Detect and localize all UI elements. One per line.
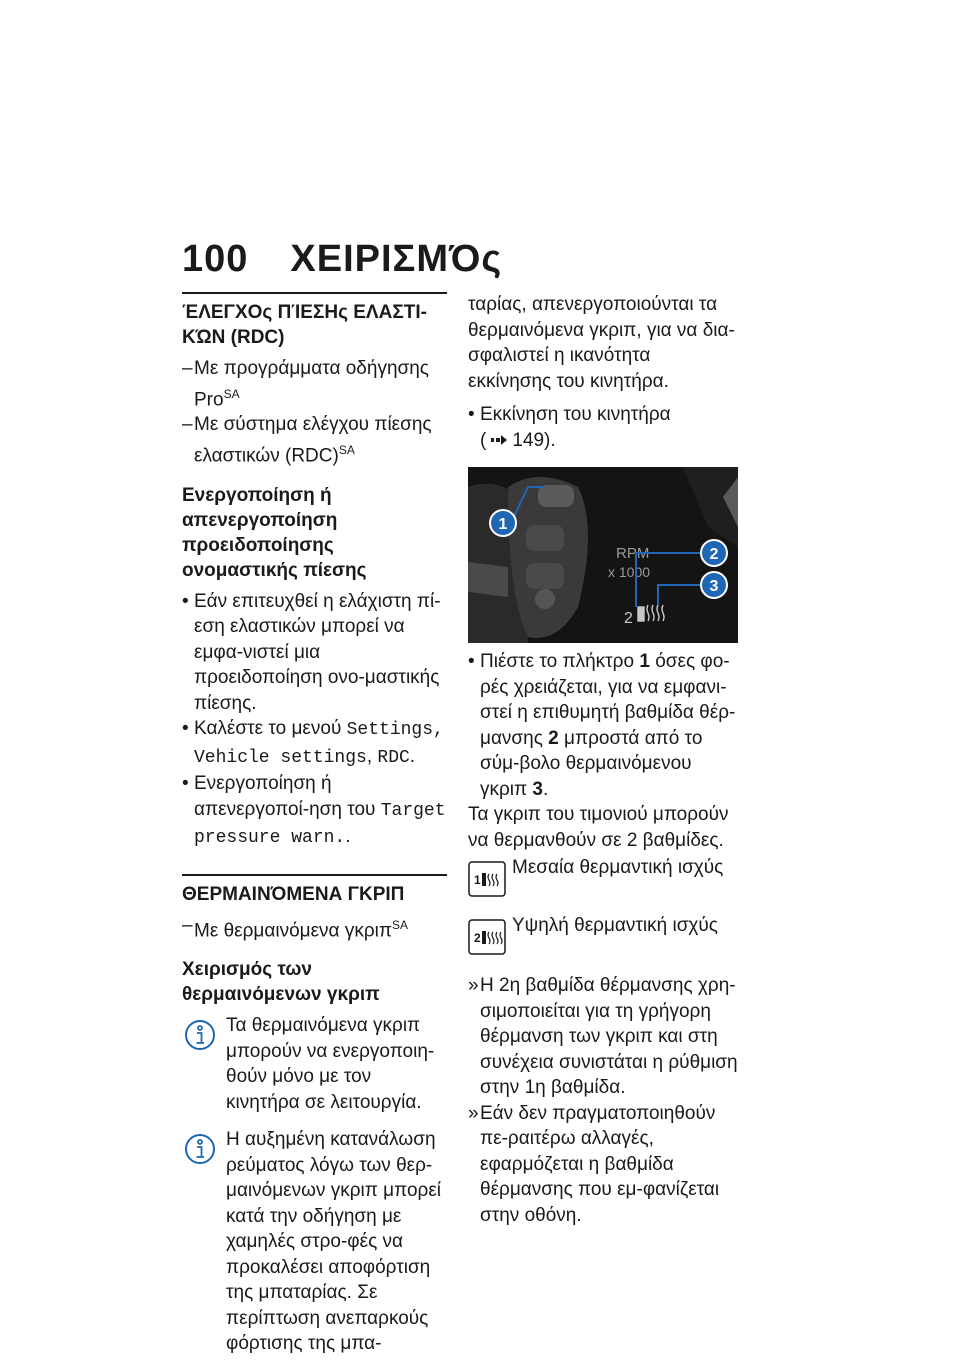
rdc-step-3: • Ενεργοποίηση ή απενεργοποί-ηση του Target pressure warn.. bbox=[182, 773, 446, 849]
heated-grip-level-1-icon bbox=[468, 861, 506, 897]
rdc-requirement-1: – Με προγράμματα οδήγησης Pro$^{SA}$ bbox=[182, 358, 429, 410]
display-heating-level: 2 bbox=[624, 610, 633, 627]
menu-settings: Settings, bbox=[346, 720, 444, 741]
rdc-requirement-2: – Με σύστημα ελέγχου πίεσης ελαστικών (RDC)$^{SA}$ bbox=[182, 414, 432, 467]
result-2: » Εάν δεν πραγματοποιηθούν πε-ραιτέρω αλλαγές, εφαρμόζεται η βαθμίδα θέρμανσης που εμ-φανίζεται στην οθόνη. bbox=[468, 1102, 720, 1226]
menu-rdc: RDC bbox=[377, 747, 410, 768]
page-title: ΧΕΙΡΙΣΜΌς bbox=[290, 238, 503, 280]
grips-section-title: ΘΕΡΜΑΙΝΌΜΕΝΑ ΓΚΡΙΠ bbox=[182, 883, 405, 905]
info-note-1: Τα θερμαινόμενα γκριπ μπορούν να ενεργοποιη-θούν μόνο με τον κινητήρα σε λειτουργία. bbox=[182, 1013, 447, 1115]
right-column bbox=[468, 292, 738, 1228]
left-column bbox=[182, 292, 447, 1357]
result-1: » Η 2η βαθμίδα θέρμανσης χρη-σιμοποιείται για τη γρήγορη θέρμανση των γκριπ και στη συνέχεια συνιστάται η ρύθμιση στην 1η βαθμίδα. bbox=[468, 975, 738, 1098]
callout-2: 2 bbox=[709, 546, 719, 563]
callout-1: 1 bbox=[498, 516, 508, 533]
handlebar-illustration bbox=[468, 467, 738, 643]
grips-step-press-button: • Πιέστε το πλήκτρο 1 όσες φο-ρές χρειάζεται, για να εμφανι-στεί η επιθυμητή βαθμίδα θέρ-μανσης 2 μπροστά από το σύμ-βολο θερμαινόμενου γκριπ 3. bbox=[468, 651, 736, 800]
info-note-2-continued: ταρίας, απενεργοποιούνται τα θερμαινόμενα γκριπ, για να δια-σφαλιστεί η ικανότητα εκκίνησης του κινητήρα. bbox=[468, 294, 735, 392]
grips-requirement: – Με θερμαινόμενα γκριπ$^{SA}$ bbox=[182, 914, 408, 941]
heating-level-2-row: 2 Υψηλή θερμαντική ισχύς bbox=[468, 913, 738, 963]
heating-level-1-row: 1 Μεσαία θερμαντική ισχύς bbox=[468, 855, 738, 905]
page-number: 100 bbox=[182, 238, 249, 280]
rdc-subsection-title: Ενεργοποίηση ή απενεργοποίηση προειδοποίησης ονομαστικής πίεσης bbox=[182, 484, 367, 581]
display-rpm-label: RPM bbox=[616, 545, 650, 562]
page-reference: 149). bbox=[512, 429, 556, 451]
heated-grip-level-2-icon bbox=[468, 919, 506, 955]
svg-text:1: 1 bbox=[474, 873, 481, 887]
info-note-2-text: Η αυξημένη κατανάλωση ρεύματος λόγω των θερ-μαινόμενων γκριπ μπορεί κατά την οδήγηση με χαμηλές στρο-φές να προκαλέσει αποφόρτιση της μπαταρίας. Σε περίπτωση ανεπαρκούς φόρτισης της μπα- bbox=[226, 1129, 442, 1355]
menu-target-pressure-warn: Target pressure warn. bbox=[194, 800, 446, 849]
info-icon bbox=[184, 1133, 216, 1165]
section-rule bbox=[182, 874, 447, 876]
svg-text:2: 2 bbox=[474, 931, 481, 945]
start-engine-step: • Εκκίνηση του κινητήρα ( 149). bbox=[468, 404, 671, 451]
rdc-section-title: ΈΛΕΓΧΟς ΠΊΕΣΗς ΕΛΑΣΤΙ-ΚΏΝ (RDC) bbox=[182, 302, 427, 348]
grips-subsection-title: Χειρισμός των θερμαινόμενων γκριπ bbox=[182, 959, 380, 1006]
info-icon bbox=[184, 1019, 216, 1051]
rdc-step-1: • Εάν επιτευχθεί η ελάχιστη πί-εση ελαστικών μπορεί να εμφα-νιστεί μια προειδοποίηση ονο-μαστικής πίεσης. bbox=[182, 590, 441, 714]
callout-3: 3 bbox=[709, 578, 719, 595]
rdc-step-2: • Καλέστε το μενού Settings, Vehicle settings, RDC. bbox=[182, 718, 444, 768]
page-reference-arrow-icon bbox=[490, 434, 508, 446]
handlebar-control-figure bbox=[468, 467, 738, 643]
display-x1000-label: x 1000 bbox=[608, 564, 651, 580]
menu-vehicle-settings: Vehicle settings bbox=[194, 747, 367, 768]
grips-levels-intro: Τα γκριπ του τιμονιού μπορούν να θερμανθούν σε 2 βαθμίδες. bbox=[468, 804, 729, 851]
info-note-2 bbox=[182, 1127, 447, 1357]
page-header bbox=[182, 238, 502, 281]
section-rule bbox=[182, 292, 447, 294]
